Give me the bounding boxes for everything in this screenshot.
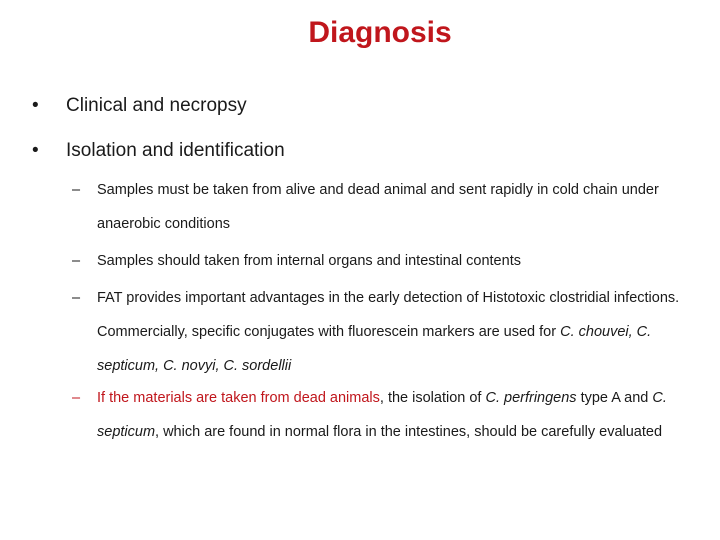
dead-text-3: , which are found in normal flora in the intestines, should be carefully evaluated <box>155 424 663 440</box>
dead-animals-highlight: If the materials are taken from dead animals <box>97 390 380 406</box>
bullet-marker: • <box>32 95 39 116</box>
fat-species: C. chouvei, C. septicum, C. novyi, C. sordellii <box>97 324 652 374</box>
subpoint-fat <box>72 281 702 383</box>
subpoint-samples-alive-dead <box>72 173 702 241</box>
slide-title: Diagnosis <box>308 16 452 49</box>
dash-marker: – <box>72 390 81 406</box>
subpoint-dead-animals <box>72 381 702 449</box>
bullet-text: Isolation and identification <box>66 140 285 161</box>
subpoint-text: Samples should taken from internal organs and intestinal contents <box>97 253 521 269</box>
bullet-text: Clinical and necropsy <box>66 95 247 116</box>
subpoint-text: Samples must be taken from alive and dead animal and sent rapidly in cold chain under anaerobic conditions <box>97 182 659 232</box>
bullet-marker: • <box>32 140 39 161</box>
bullet-isolation-identification <box>32 139 285 163</box>
dash-marker: – <box>72 253 81 269</box>
dead-text-2: type A and <box>576 390 653 406</box>
fat-text: FAT provides important advantages in the early detection of Histotoxic clostridial infections. Commercially, specific conjugates with fluorescein markers are used for <box>97 290 680 340</box>
dash-marker: – <box>72 182 81 198</box>
subpoint-samples-internal <box>72 244 702 278</box>
dash-marker: – <box>72 290 81 306</box>
species-perfringens: C. perfringens <box>485 390 577 406</box>
subpoint-text <box>72 281 702 383</box>
dead-text-1: , the isolation of <box>379 390 486 406</box>
bullet-clinical-necropsy <box>32 94 247 118</box>
species-septicum: C. septicum <box>97 390 667 440</box>
subpoint-text <box>72 381 702 449</box>
